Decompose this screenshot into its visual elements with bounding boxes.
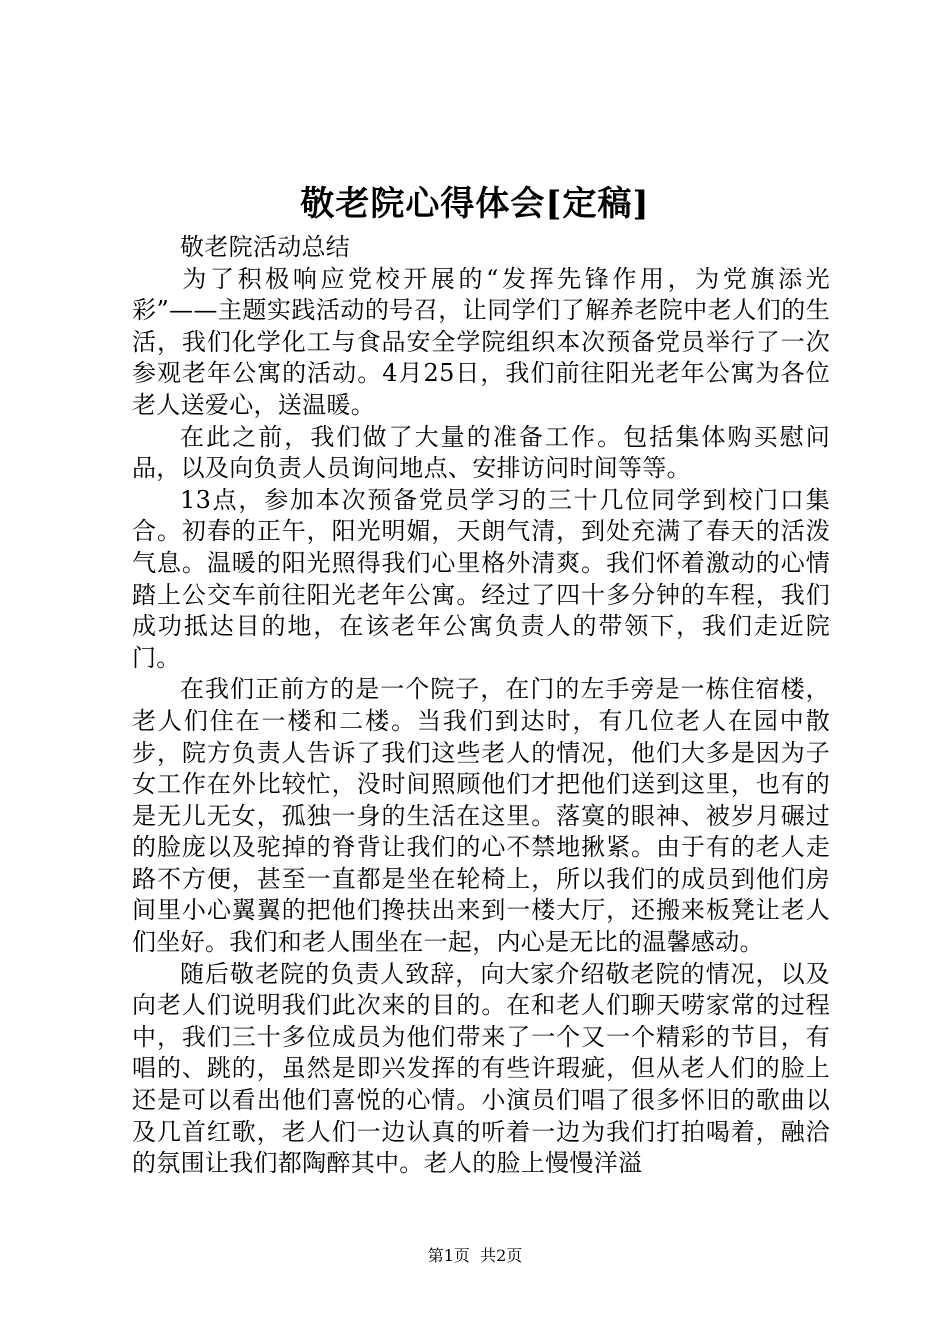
paragraph-departure: 13点，参加本次预备党员学习的三十几位同学到校门口集合。初春的正午，阳光明媚，天朗气清，到处充满了春天的活泼气息。温暖的阳光照得我们心里格外清爽。我们怀着激动的心情踏上公交车前往阳光老年公寓。经过了四十多分钟的车程，我们成功抵达目的地，在该老年公寓负责人的带领下，我们走近院门。	[132, 485, 830, 672]
document-body	[132, 232, 830, 1180]
paragraph-subtitle: 敬老院活动总结	[180, 233, 351, 261]
paragraph-arrival: 在我们正前方的是一个院子，在门的左手旁是一栋住宿楼，老人们住在一楼和二楼。当我们到达时，有几位老人在园中散步，院方负责人告诉了我们这些老人的情况，他们大多是因为子女工作在外比较忙，没时间照顾他们才把他们送到这里，也有的是无儿无女，孤独一身的生活在这里。落寞的眼神、被岁月碾过的脸庞以及驼掉的脊背让我们的心不禁地揪紧。由于有的老人走路不方便，甚至一直都是坐在轮椅上，所以我们的成员到他们房间里小心翼翼的把他们搀扶出来到一楼大厅，还搬来板凳让老人们坐好。我们和老人围坐在一起，内心是无比的温馨感动。	[132, 675, 830, 957]
paragraph-intro: 为了积极响应党校开展的“发挥先锋作用，为党旗添光彩”——主题实践活动的号召，让同学们了解养老院中老人们的生活，我们化学化工与食品安全学院组织本次预备党员举行了一次参观老年公寓的活动。4月25日，我们前往阳光老年公寓为各位老人送爱心，送温暖。	[132, 264, 830, 419]
paragraph-performance: 随后敬老院的负责人致辞，向大家介绍敬老院的情况，以及向老人们说明我们此次来的目的。在和老人们聊天唠家常的过程中，我们三十多位成员为他们带来了一个又一个精彩的节目，有唱的、跳的，虽然是即兴发挥的有些许瑕疵，但从老人们的脸上还是可以看出他们喜悦的心情。小演员们唱了很多怀旧的歌曲以及几首红歌，老人们一边认真的听着一边为我们打拍喝着，融洽的氛围让我们都陶醉其中。老人的脸上慢慢洋溢	[132, 959, 830, 1178]
document-title: 敬老院心得体会[定稿]	[300, 184, 650, 224]
page-number-footer: 第1页 共2页	[427, 1246, 523, 1265]
paragraph-preparation: 在此之前，我们做了大量的准备工作。包括集体购买慰问品，以及向负责人员询问地点、安排访问时间等等。	[132, 422, 830, 483]
